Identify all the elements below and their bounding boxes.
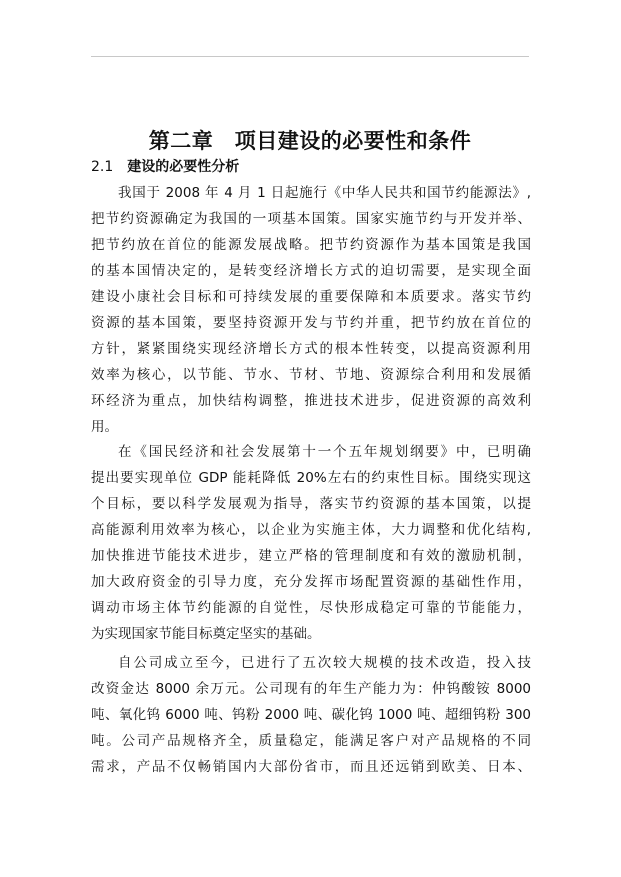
paragraph-line: 改资金达 8000 余万元。公司现有的年生产能力为：仲钨酸铵 8000 (91, 681, 531, 697)
paragraph-line: 把节约资源确定为我国的一项基本国策。国家实施节约与开发并举、 (91, 211, 531, 227)
paragraph-line: 提出要实现单位 GDP 能耗降低 20%左右的约束性目标。围绕实现这 (91, 470, 531, 486)
paragraph-line: 吨、氧化钨 6000 吨、钨粉 2000 吨、碳化钨 1000 吨、超细钨粉 300 (91, 707, 531, 723)
paragraph-line: 用。 (91, 419, 118, 435)
paragraph-line: 吨。公司产品规格齐全，质量稳定，能满足客户对产品规格的不同 (91, 733, 531, 749)
paragraph-line: 为实现国家节能目标奠定坚实的基础。 (91, 626, 321, 642)
paragraph-line: 个目标，要以科学发展观为指导，落实节约资源的基本国策，以提 (91, 496, 531, 512)
paragraph-line: 加快推进节能技术进步，建立严格的管理制度和有效的激励机制， (91, 548, 531, 564)
paragraph-line: 调动市场主体节约能源的自觉性，尽快形成稳定可靠的节能能力， (91, 600, 531, 616)
section-title: 建设的必要性分析 (127, 159, 240, 175)
paragraph-3 (91, 650, 531, 780)
paragraph-line: 效率为核心，以节能、节水、节材、节地、资源综合利用和发展循 (91, 367, 531, 383)
paragraph-line: 需求，产品不仅畅销国内大部份省市，而且还远销到欧美、日本、 (91, 759, 531, 775)
chapter-title: 第二章 项目建设的必要性和条件 (148, 129, 472, 153)
paragraph-line: 把节约放在首位的能源发展战略。把节约资源作为基本国策是我国 (91, 237, 531, 253)
section-number: 2.1 (91, 159, 114, 175)
paragraph-line: 建设小康社会目标和可持续发展的重要保障和本质要求。落实节约 (91, 289, 531, 305)
section-heading (91, 156, 529, 178)
paragraph-line: 方针，紧紧围绕实现经济增长方式的根本性转变，以提高资源利用 (91, 341, 531, 357)
paragraph-line: 在《国民经济和社会发展第十一个五年规划纲要》中，已明确 (118, 444, 531, 460)
paragraph-line: 的基本国情决定的，是转变经济增长方式的迫切需要，是实现全面 (91, 263, 531, 279)
paragraph-2 (91, 439, 531, 647)
paragraph-line: 环经济为重点，加快结构调整，推进技术进步，促进资源的高效利 (91, 393, 531, 409)
header-rule (91, 56, 529, 57)
paragraph-line: 自公司成立至今，已进行了五次较大规模的技术改造，投入技 (118, 655, 531, 671)
paragraph-1 (91, 180, 531, 440)
paragraph-line: 加大政府资金的引导力度，充分发挥市场配置资源的基础性作用， (91, 574, 531, 590)
paragraph-line: 高能源利用效率为核心，以企业为实施主体，大力调整和优化结构, (91, 522, 531, 538)
paragraph-line: 我国于 2008 年 4 月 1 日起施行《中华人民共和国节约能源法》, (118, 185, 531, 201)
paragraph-line: 资源的基本国策，要坚持资源开发与节约并重，把节约放在首位的 (91, 315, 531, 331)
